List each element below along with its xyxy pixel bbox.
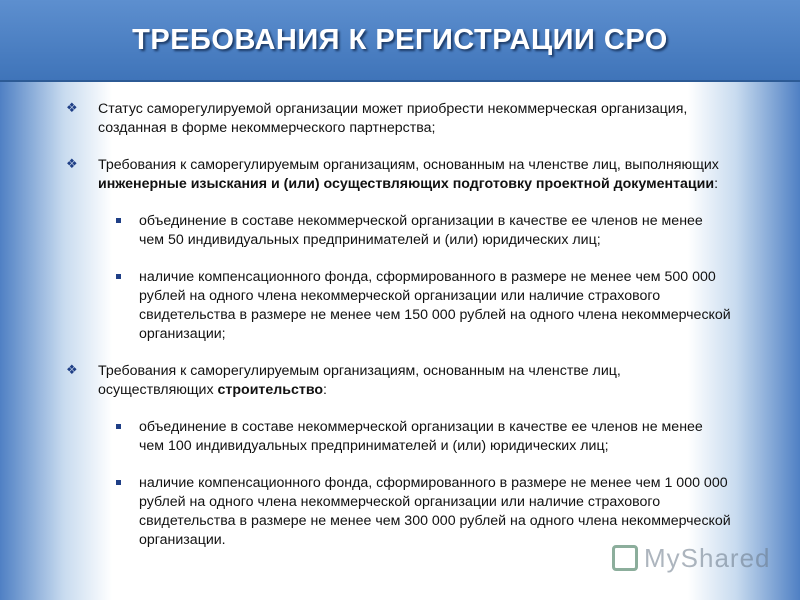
- page-title: ТРЕБОВАНИЯ К РЕГИСТРАЦИИ СРО: [132, 23, 668, 56]
- watermark-text: MyShared: [644, 542, 771, 573]
- diamond-bullet-icon: ❖: [66, 101, 78, 116]
- item-text-end: :: [714, 176, 719, 192]
- square-bullet-icon: [116, 218, 121, 223]
- item-text-bold: строительство: [217, 382, 324, 398]
- item-text-bold: инженерные изыскания и (или) осуществляющих подготовку проектной документации: [98, 176, 715, 192]
- sub-item-text: наличие компенсационного фонда, сформированного в размере не менее чем 500 000 рублей на одного члена некоммерческой организации или наличие страхового свидетельства в размере не менее чем 150 000 рублей на одного члена некоммерческой организации;: [139, 269, 731, 342]
- item-text-end: :: [323, 382, 327, 398]
- watermark: [612, 538, 772, 578]
- item-text: Статус саморегулируемой организации может приобрести некоммерческая организация, созданная в форме некоммерческого партнерства;: [98, 101, 688, 136]
- sub-list-item: [66, 212, 731, 250]
- title-bar: [0, 0, 800, 82]
- square-bullet-icon: [116, 424, 121, 429]
- diamond-bullet-icon: ❖: [66, 157, 78, 172]
- sub-item-text: объединение в составе некоммерческой организации в качестве ее членов не менее чем 100 индивидуальных предпринимателей и (или) юридических лиц;: [139, 419, 703, 454]
- list-item: [66, 362, 731, 400]
- slide-content: [66, 100, 731, 568]
- sub-list-item: [66, 418, 731, 456]
- myshared-logo-icon: [612, 545, 638, 571]
- list-item: [66, 156, 731, 194]
- diamond-bullet-icon: ❖: [66, 363, 78, 378]
- sub-item-text: объединение в составе некоммерческой организации в качестве ее членов не менее чем 50 индивидуальных предпринимателей и (или) юридических лиц;: [139, 213, 703, 248]
- item-text: Требования к саморегулируемым организациям, основанным на членстве лиц, осуществляющих: [98, 363, 621, 398]
- square-bullet-icon: [116, 480, 121, 485]
- item-text: Требования к саморегулируемым организациям, основанным на членстве лиц, выполняющих: [98, 157, 719, 173]
- square-bullet-icon: [116, 274, 121, 279]
- sub-item-text: наличие компенсационного фонда, сформированного в размере не менее чем 1 000 000 рублей на одного члена некоммерческой организации или наличие страхового свидетельства в размере не менее чем 300 000 рублей на одного члена некоммерческой организации.: [139, 475, 731, 548]
- list-item: [66, 100, 731, 138]
- sub-list-item: [66, 268, 731, 344]
